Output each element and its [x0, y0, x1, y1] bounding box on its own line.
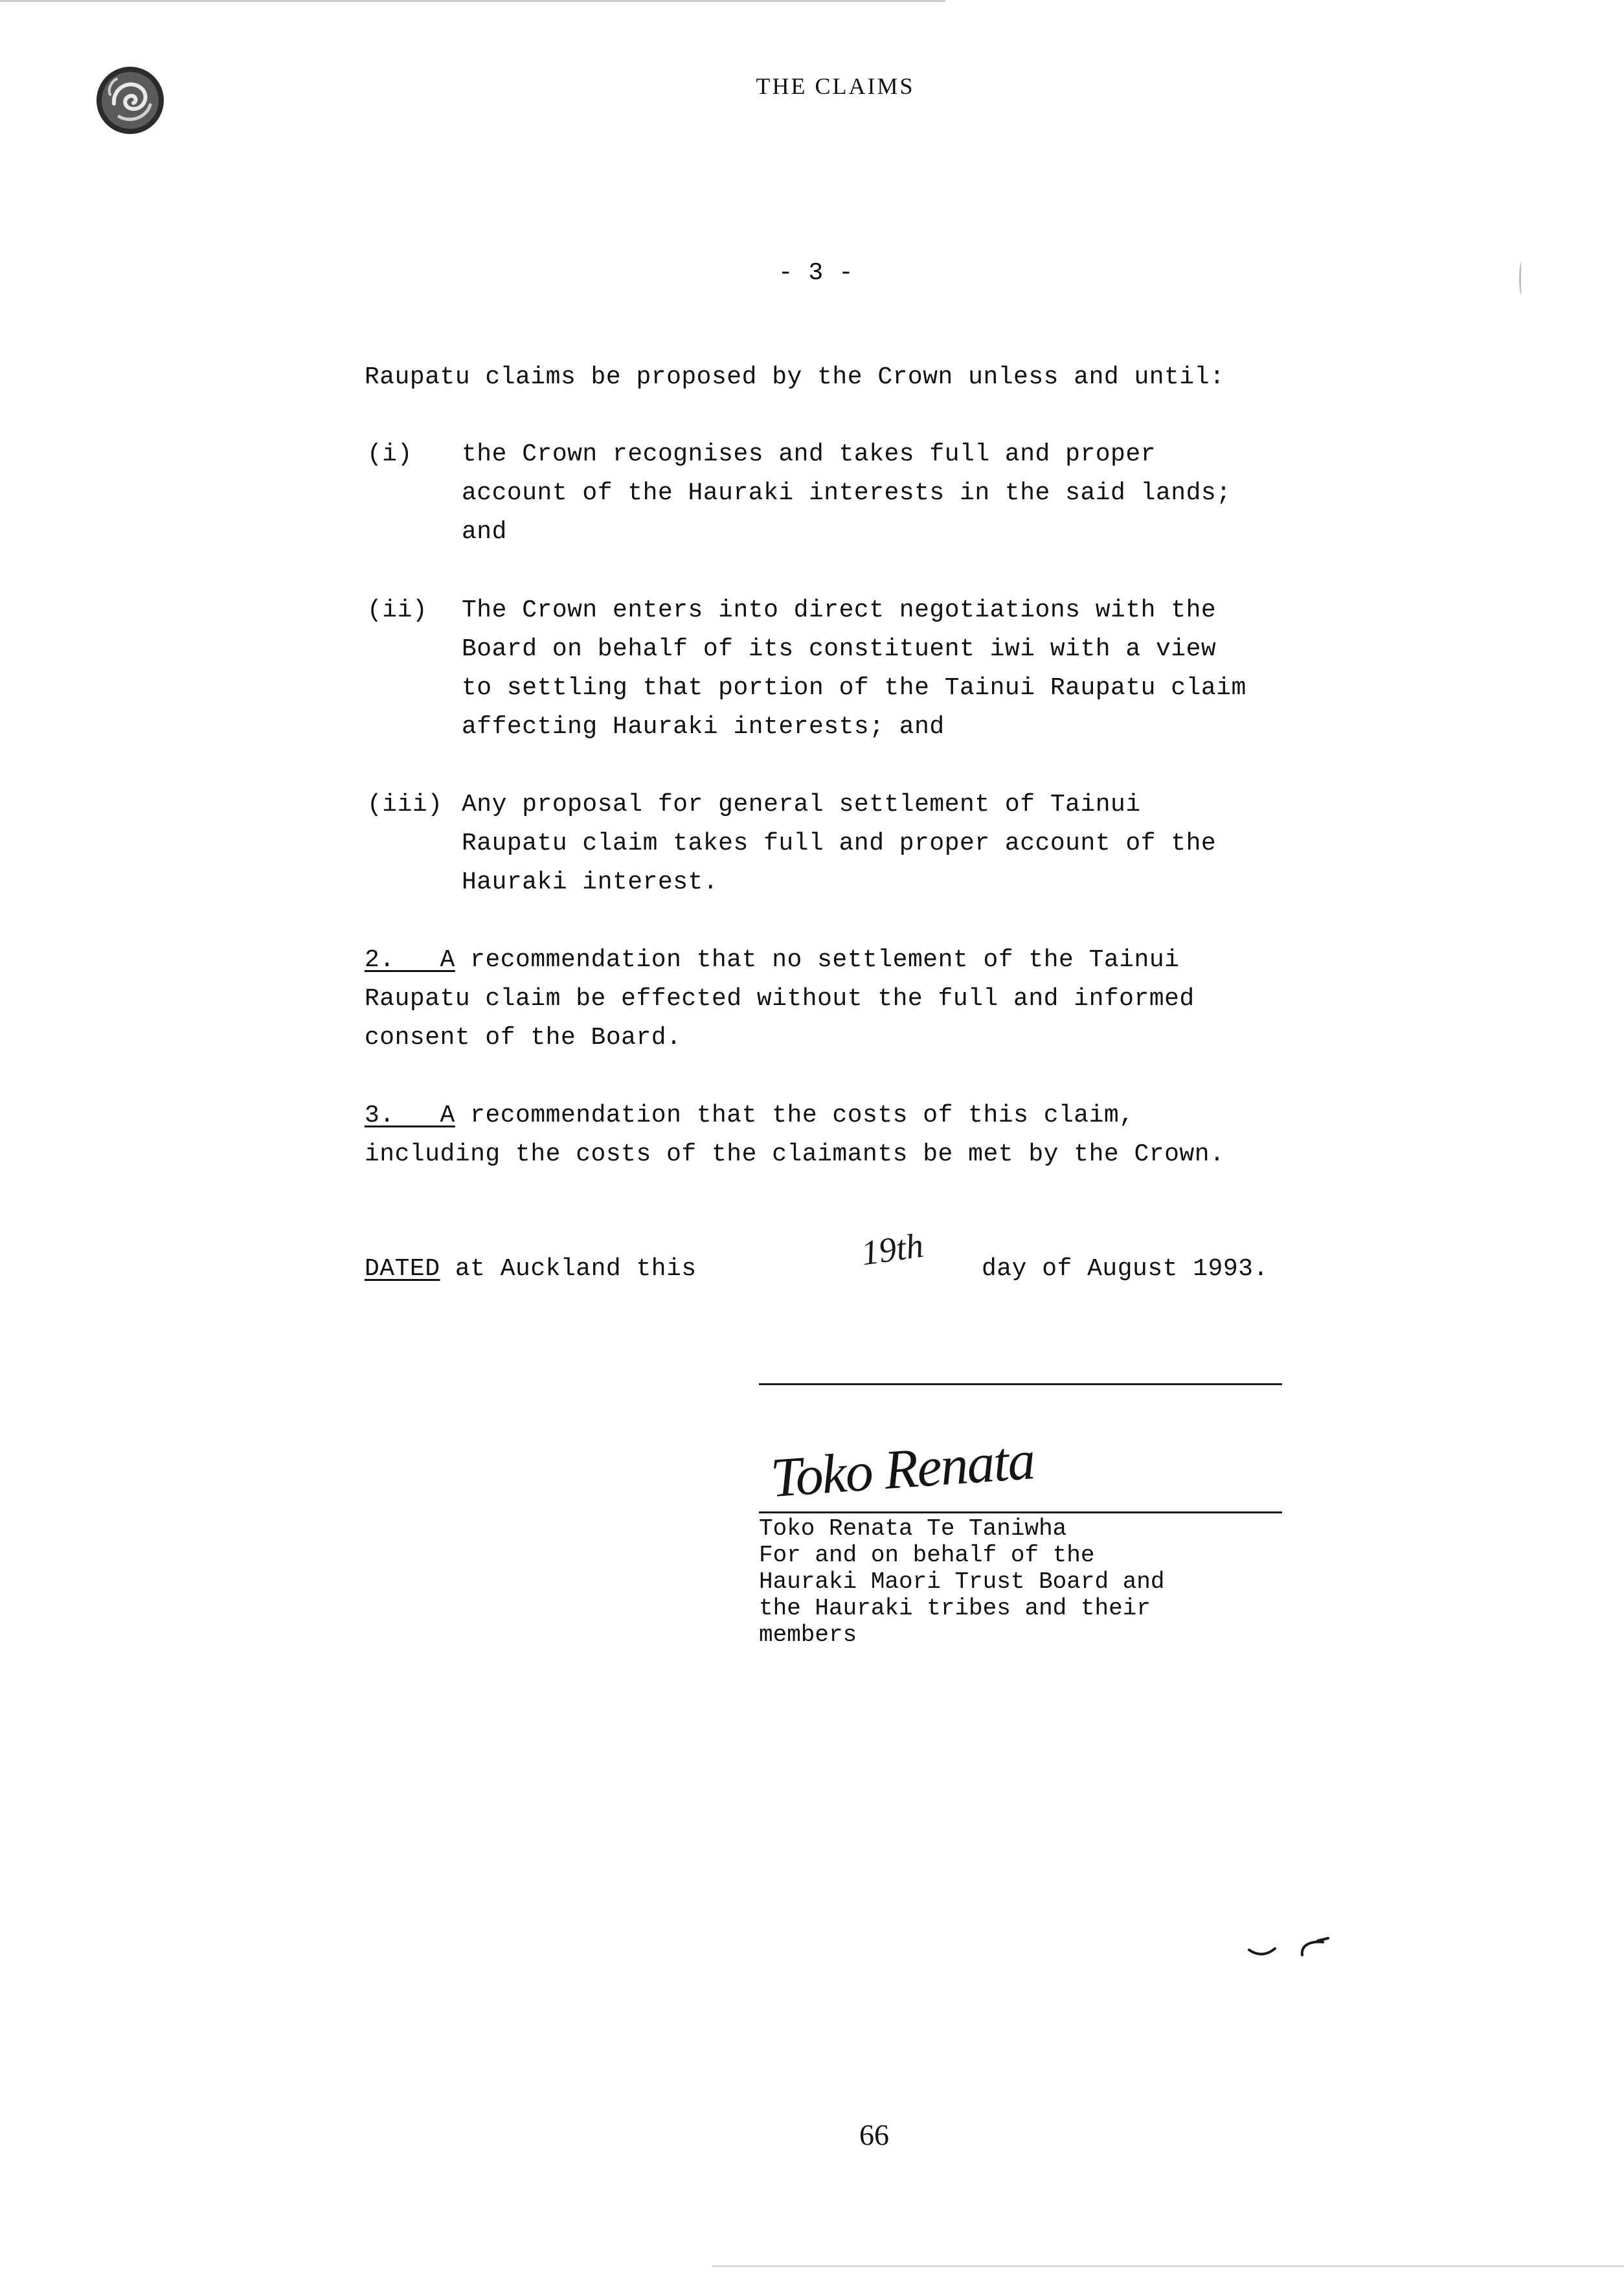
signatory-name: Toko Renata Te Taniwha [759, 1515, 1067, 1542]
running-title: THE CLAIMS [756, 73, 915, 99]
item-line: Raupatu claim takes full and proper account of the [462, 830, 1217, 857]
signatory-line: For and on behalf of the [759, 1542, 1095, 1568]
initials-mark [1246, 1933, 1337, 1965]
page-number: 66 [859, 2118, 889, 2151]
paragraph-2 [365, 941, 1179, 980]
paragraph-line: consent of the Board. [365, 1024, 682, 1052]
intro-line: Raupatu claims be proposed by the Crown unless and until: [365, 363, 1225, 391]
item-label: (ii) [367, 596, 428, 624]
paragraph-gap [395, 1102, 440, 1129]
item-line: Board on behalf of its constituent iwi with a view [462, 635, 1217, 663]
item-line: account of the Hauraki interests in the said lands; [462, 479, 1232, 507]
koru-logo-icon [95, 65, 166, 136]
paragraph-first-letter: A [440, 946, 455, 974]
item-label: (i) [367, 440, 412, 468]
item-line: to settling that portion of the Tainui Raupatu claim [462, 674, 1246, 702]
paragraph-text: recommendation that the costs of this claim, [455, 1102, 1134, 1129]
paragraph-line: including the costs of the claimants be met by the Crown. [365, 1140, 1225, 1168]
handwritten-day: 19th [859, 1225, 926, 1273]
item-line: Any proposal for general settlement of Tainui [462, 791, 1141, 819]
scan-edge-top [0, 0, 945, 2]
paragraph-first-letter: A [440, 1102, 455, 1129]
signature-rule-upper [759, 1383, 1282, 1385]
handwritten-signature [769, 1427, 1036, 1510]
dated-place: at Auckland this [440, 1255, 697, 1283]
paragraph-line: Raupatu claim be effected without the full and informed [365, 985, 1195, 1013]
paragraph-number: 2. [365, 946, 395, 974]
signatory-line: Hauraki Maori Trust Board and [759, 1568, 1165, 1595]
dated-line [365, 1250, 697, 1289]
scan-edge-bottom [712, 2265, 1624, 2267]
signatory-line: the Hauraki tribes and their [759, 1595, 1151, 1622]
item-line: the Crown recognises and takes full and proper [462, 440, 1156, 468]
signatory-line: members [759, 1622, 857, 1648]
paragraph-number: 3. [365, 1102, 395, 1129]
scan-mark [1519, 262, 1524, 295]
signature-text: Toko Renata [769, 1428, 1037, 1510]
item-line: Hauraki interest. [462, 868, 719, 896]
page-marker: - 3 - [778, 259, 854, 287]
item-line: The Crown enters into direct negotiations with the [462, 596, 1217, 624]
paragraph-gap [395, 946, 440, 974]
paragraph-3 [365, 1096, 1134, 1135]
signature-rule [759, 1511, 1282, 1513]
item-line: and [462, 518, 507, 546]
dated-tail: day of August 1993. [982, 1255, 1269, 1283]
dated-word: DATED [365, 1255, 440, 1283]
paragraph-text: recommendation that no settlement of the Tainui [455, 946, 1180, 974]
item-line: affecting Hauraki interests; and [462, 713, 945, 741]
item-label: (iii) [367, 791, 443, 819]
